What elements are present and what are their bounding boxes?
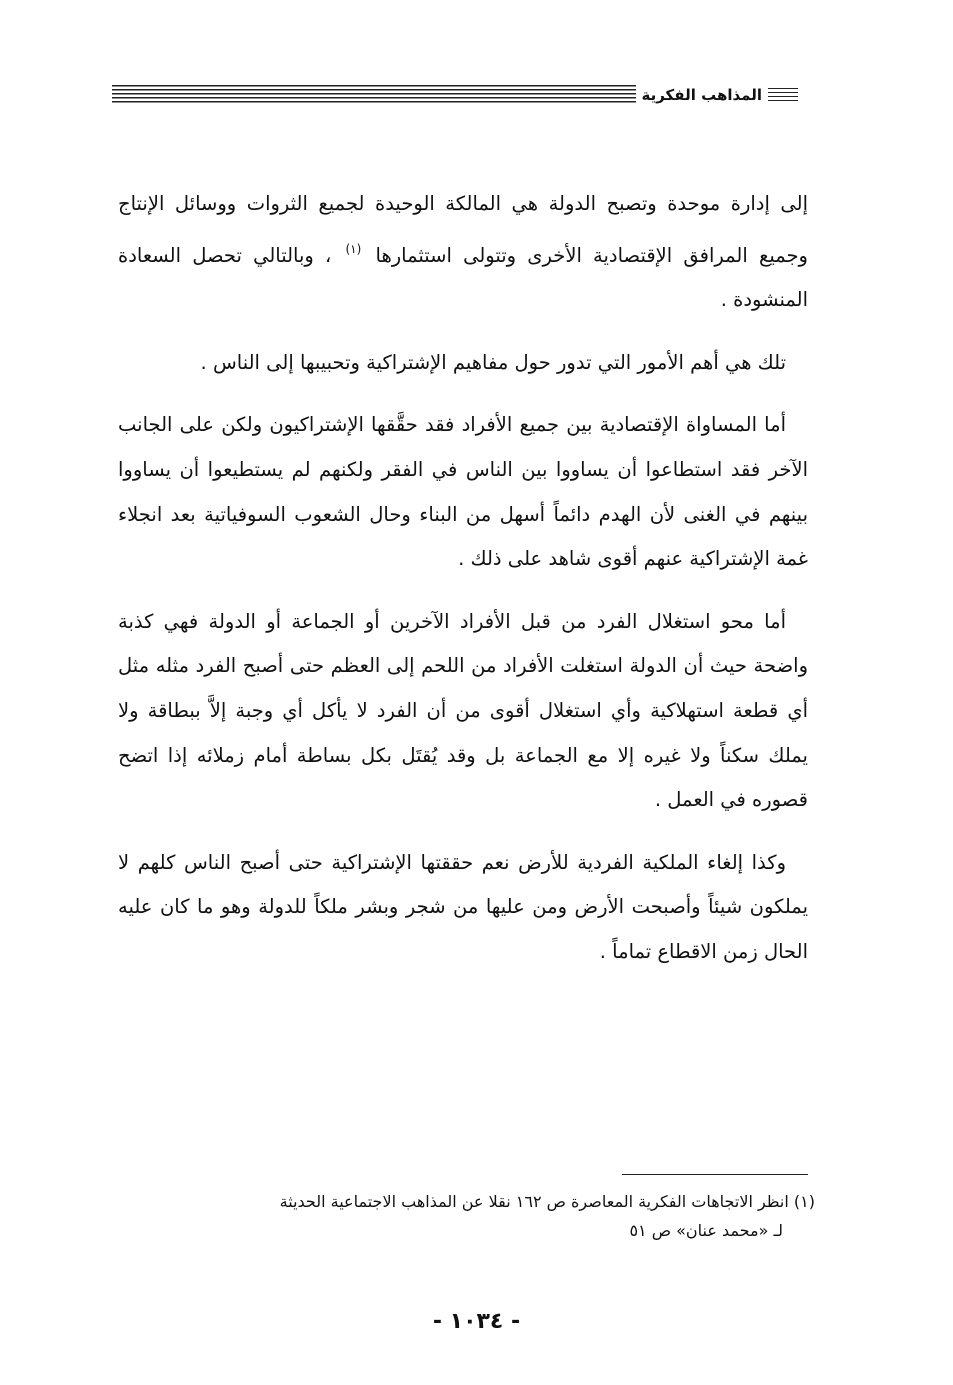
footnote-rule bbox=[622, 1174, 808, 1175]
running-title: المذاهب الفكرية bbox=[641, 86, 762, 104]
paragraph-1-line-2: ووسائل الإنتاج وجميع المرافق الإقتصادية الأخرى وتتولى استثمارها bbox=[118, 192, 808, 267]
paragraph-gap bbox=[118, 385, 808, 403]
page-number: - ١٠٣٤ - bbox=[432, 1309, 521, 1334]
paragraph-gap bbox=[118, 323, 808, 341]
footnote-reference: (١) bbox=[345, 241, 362, 256]
footnote-1-author: لـ «محمد عنان» ص ٥١ bbox=[629, 1221, 783, 1240]
running-head bbox=[112, 84, 798, 106]
paragraph-1-comma: ، bbox=[325, 243, 332, 267]
paragraph-1-line-3: وبالتالي تحصل السعادة المنشودة . bbox=[118, 243, 808, 312]
paragraph-gap bbox=[118, 582, 808, 600]
paragraph-4: أما محو استغلال الفرد من قبل الأفراد الآخرين أو الجماعة أو الدولة فهي كذبة واضحة حيث أن الدولة استغلت الأفراد من اللحم إلى العظم حتى أصبح الفرد مثله مثل أي قطعة استهلاكية وأي استغلال أقوى من أن الفرد لا يأكل أي وجبة إلاَّ ببطاقة ولا يملك سكناً ولا غيره إلا مع الجماعة بل وقد يُقتَل بكل بساطة أمام زملائه إذا اتضح قصوره في العمل . bbox=[118, 609, 808, 812]
footnote-1-text: (١) انظر الاتجاهات الفكرية المعاصرة ص ١٦٢ نقلا عن المذاهب الاجتماعية الحديثة bbox=[279, 1192, 815, 1211]
header-ornament-lines bbox=[768, 88, 798, 102]
paragraph-3: أما المساواة الإقتصادية بين جميع الأفراد فقد حقَّقها الإشتراكيون ولكن على الجانب الآخر فقد استطاعوا أن يساووا بين الناس في الفقر ولكنهم لم يستطيعوا أن يساووا بينهم في الغنى لأن الهدم دائماً أسهل من البناء وحال الشعوب السوفياتية بعد انجلاء غمة الإشتراكية عنهم أقوى شاهد على ذلك . bbox=[118, 413, 808, 571]
paragraph-5: وكذا إلغاء الملكية الفردية للأرض نعم حققتها الإشتراكية حتى أصبح الناس كلهم لا يملكون شيئاً وأصبحت الأرض ومن عليها من شجر وبشر ملكاً للدولة وهو ما كان عليه الحال زمن الاقطاع تماماً . bbox=[118, 850, 808, 963]
paragraph-1 bbox=[118, 182, 808, 323]
body-text bbox=[118, 182, 808, 975]
footnotes bbox=[125, 1187, 815, 1245]
paragraph-gap bbox=[118, 823, 808, 841]
paragraph-1-line-1: إلى إدارة موحدة وتصبح الدولة هي المالكة الوحيدة لجميع الثروات bbox=[246, 192, 809, 215]
paragraph-2: تلك هي أهم الأمور التي تدور حول مفاهيم الإشتراكية وتحبيبها إلى الناس . bbox=[200, 350, 786, 374]
header-rule-lines bbox=[112, 85, 636, 105]
